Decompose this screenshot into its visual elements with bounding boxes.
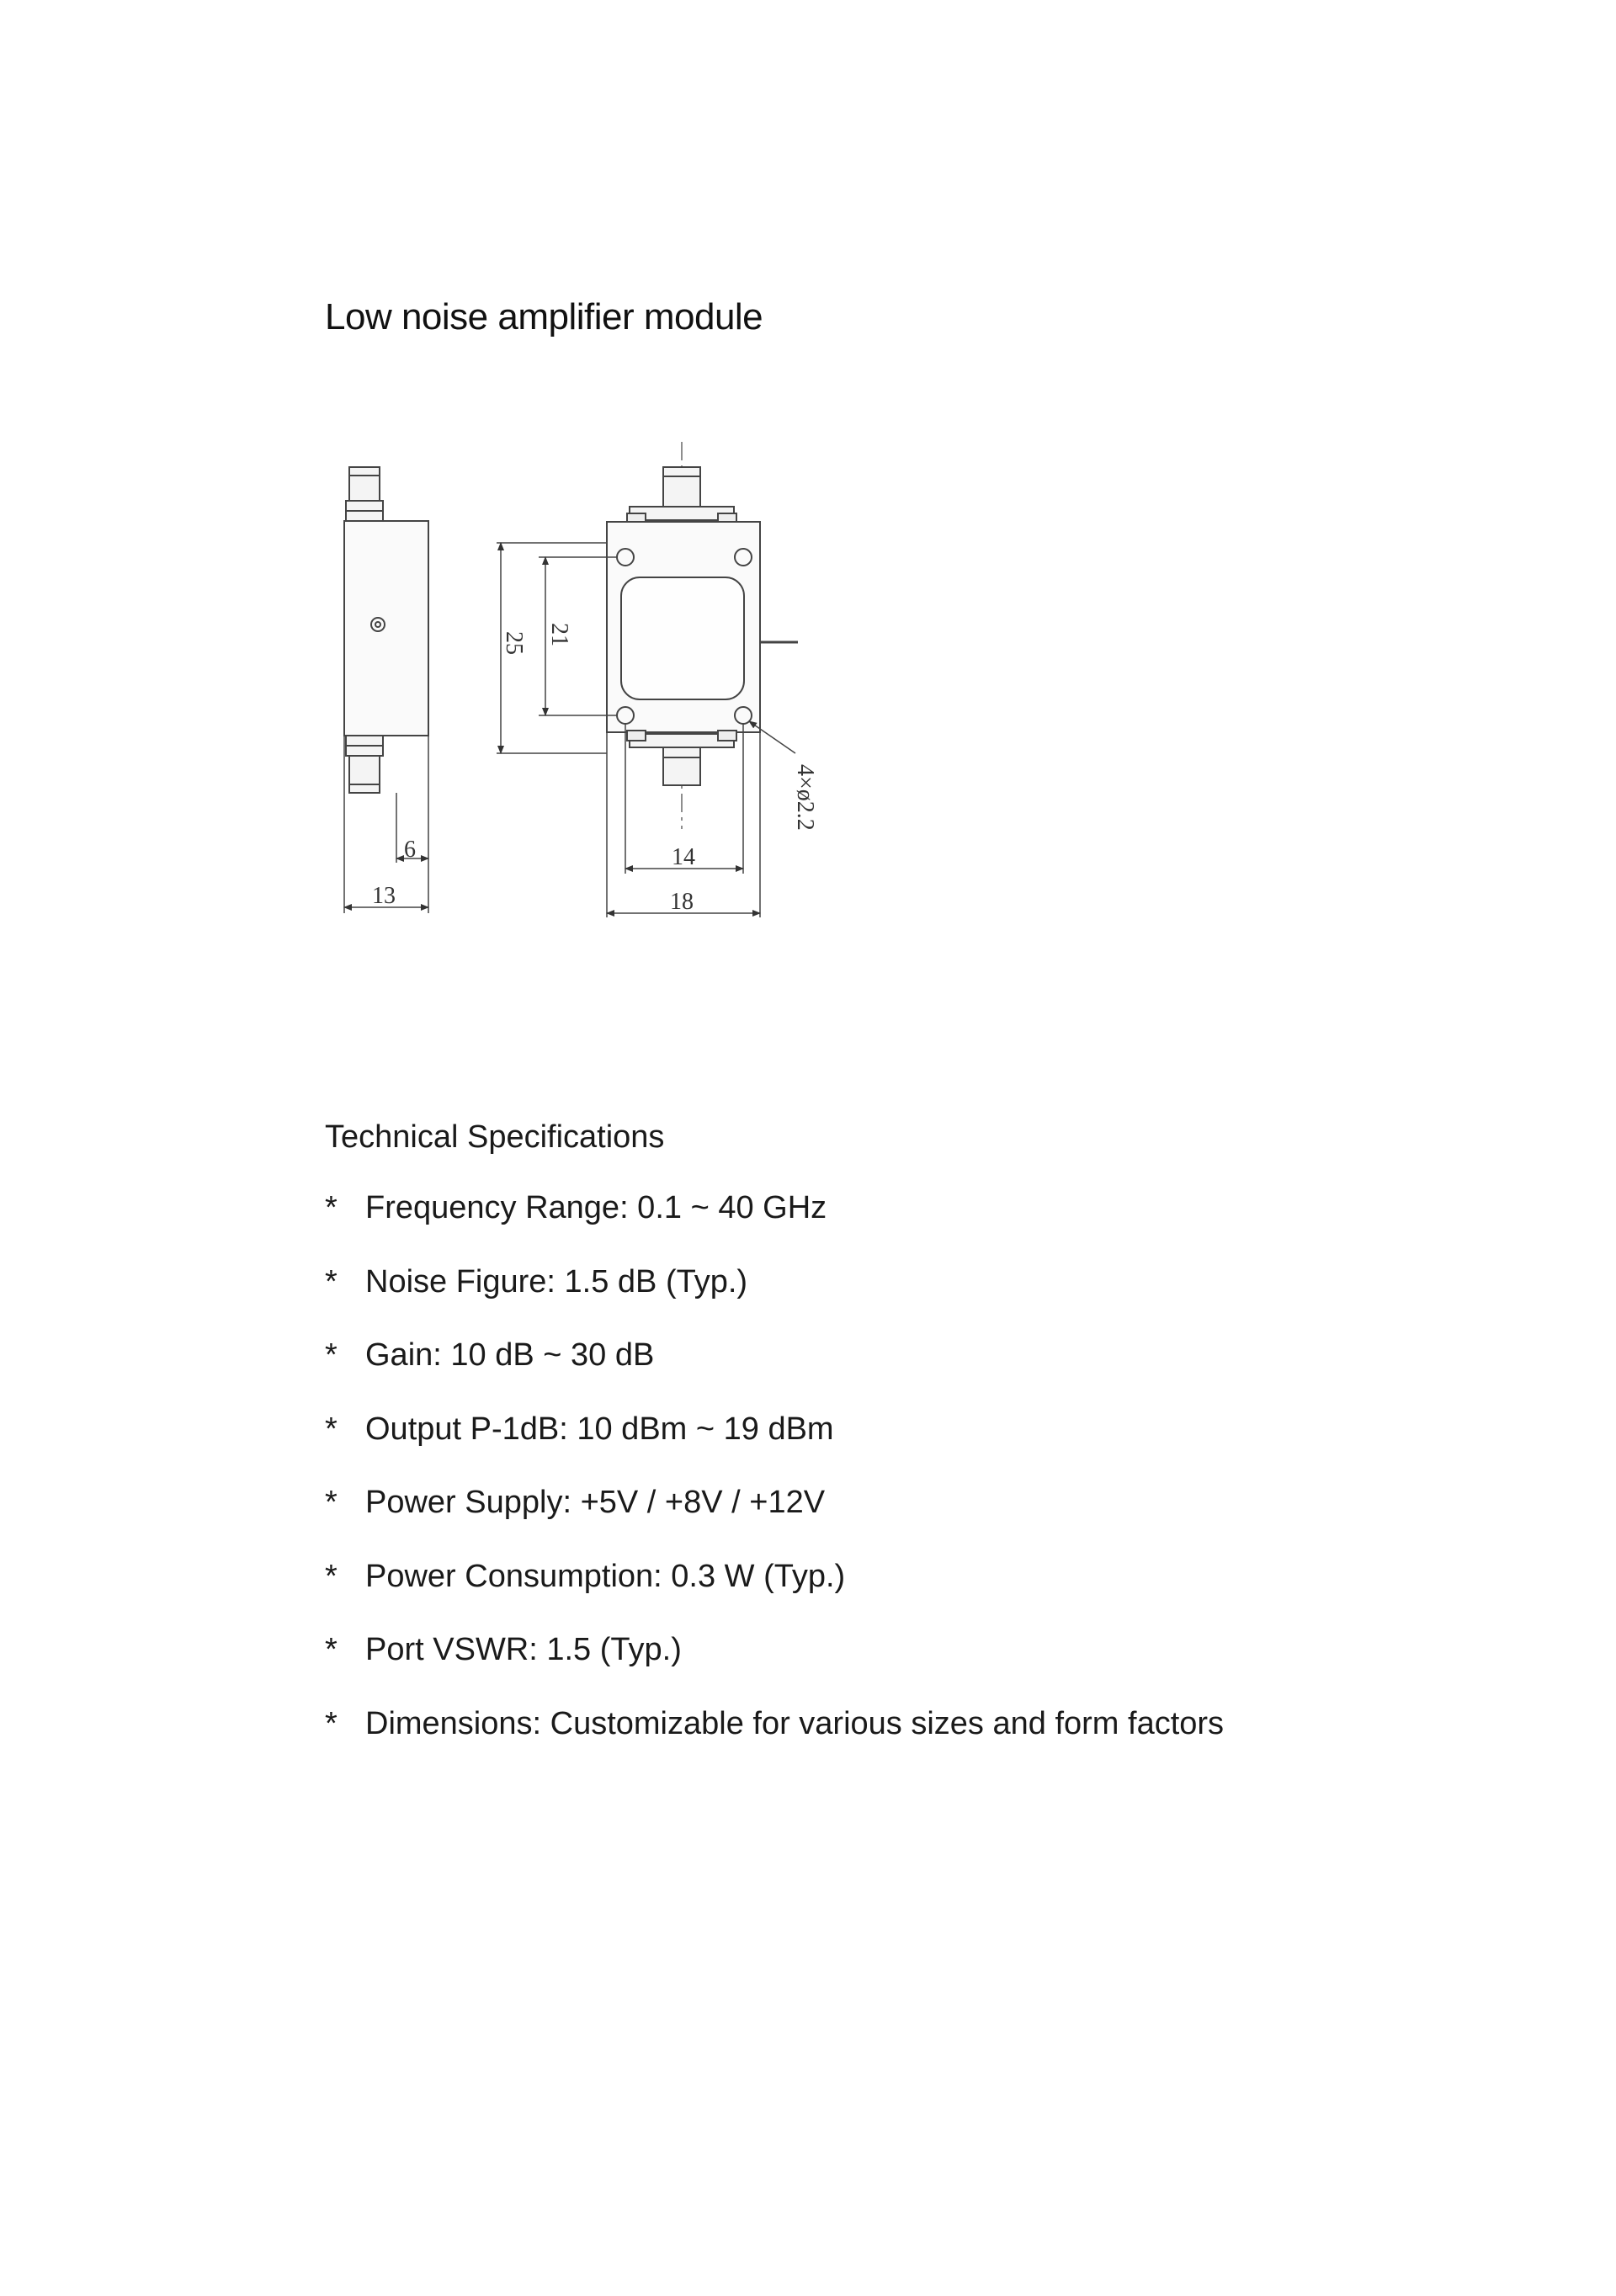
list-item xyxy=(325,1559,1224,1633)
dim-label-6: 6 xyxy=(404,837,416,863)
bullet: * xyxy=(325,1337,338,1373)
dim-label-18: 18 xyxy=(670,889,694,915)
spec-text: Frequency Range: 0.1 ~ 40 GHz xyxy=(365,1190,827,1225)
list-item xyxy=(325,1337,1224,1411)
spec-heading: Technical Specifications xyxy=(325,1119,665,1155)
spec-text: Gain: 10 dB ~ 30 dB xyxy=(365,1337,655,1373)
bullet: * xyxy=(325,1485,338,1520)
list-item xyxy=(325,1632,1224,1706)
mechanical-drawing xyxy=(320,429,858,951)
spec-text: Noise Figure: 1.5 dB (Typ.) xyxy=(365,1263,748,1299)
list-item xyxy=(325,1264,1224,1338)
bullet: * xyxy=(325,1411,338,1447)
spec-text: Power Consumption: 0.3 W (Typ.) xyxy=(365,1558,846,1594)
page-title: Low noise amplifier module xyxy=(325,296,763,337)
dim-label-25: 25 xyxy=(501,631,527,655)
list-item xyxy=(325,1485,1224,1559)
spec-text: Port VSWR: 1.5 (Typ.) xyxy=(365,1632,682,1667)
list-item xyxy=(325,1706,1224,1780)
list-item xyxy=(325,1190,1224,1264)
bullet: * xyxy=(325,1190,338,1225)
hole-callout: 4×ø2.2 xyxy=(792,764,818,831)
front-view xyxy=(497,442,798,917)
spec-list xyxy=(325,1190,1224,1779)
dim-label-13: 13 xyxy=(372,883,396,909)
dim-label-14: 14 xyxy=(672,844,695,870)
side-view xyxy=(344,467,428,913)
spec-text: Power Supply: +5V / +8V / +12V xyxy=(365,1485,826,1520)
list-item xyxy=(325,1411,1224,1485)
bullet: * xyxy=(325,1632,338,1667)
spec-text: Dimensions: Customizable for various sizes and form factors xyxy=(365,1705,1225,1741)
bullet: * xyxy=(325,1705,338,1741)
spec-text: Output P-1dB: 10 dBm ~ 19 dBm xyxy=(365,1411,834,1447)
bullet: * xyxy=(325,1558,338,1594)
dim-label-21: 21 xyxy=(546,623,572,646)
bullet: * xyxy=(325,1263,338,1299)
